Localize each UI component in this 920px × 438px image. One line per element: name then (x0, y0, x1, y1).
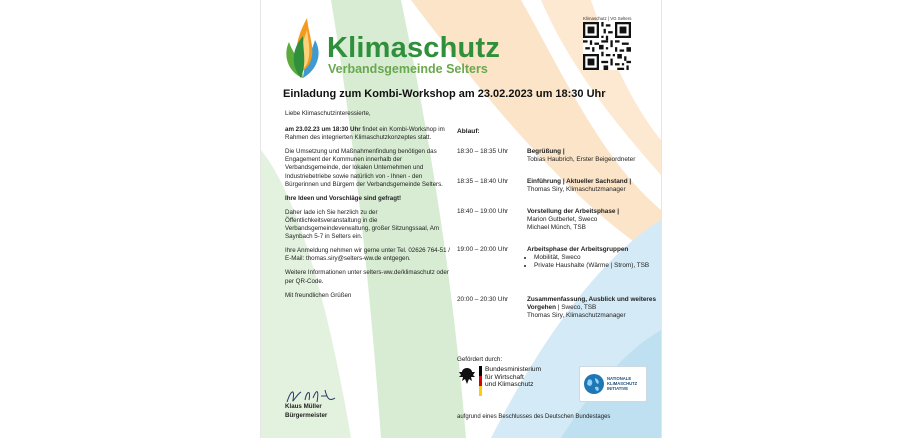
agenda-title-1: Begrüßung | (527, 148, 565, 155)
agenda-bullet: • Private Haushalte (Wärme | Strom), TSB (534, 262, 662, 270)
agenda-line: Michael Münch, TSB (527, 224, 586, 231)
date-bold: am 23.02.23 um 18:30 Uhr (285, 126, 361, 134)
agenda-title-2: Einführung | Aktueller Sachstand | (527, 178, 632, 185)
ministry-line: und Klimaschutz (485, 381, 534, 389)
globe-icon (583, 373, 605, 395)
agenda-item-2 (527, 178, 662, 194)
agenda-bullet: • Mobilität, Sweco (534, 254, 662, 262)
nki-line: INITIATIVE (607, 386, 629, 392)
qr-label: Klimaschutz | VG Selters (583, 16, 632, 21)
agenda-time-2: 18:35 – 18:40 Uhr (457, 178, 509, 185)
paragraph-engagement: Die Umsetzung und Maßnahmenfindung benötigen das Engagement der Kommunen innerhalb der Verbandsgemeinde, der lokalen Unternehmen und Industriebetriebe sowie natürlich von - Ihnen - den Bürgerinnen und Bürgern der Verbandsgemeinde Selters. (285, 148, 443, 188)
agenda-title-4: Arbeitsphase der Arbeitsgruppen (527, 246, 629, 253)
logo-subtitle: Verbandsgemeinde Selters (328, 62, 488, 76)
agenda-time-1: 18:30 – 18:35 Uhr (457, 148, 509, 155)
paragraph-date (285, 126, 455, 142)
paragraph-ideas: Ihre Ideen und Vorschläge sind gefragt! (285, 194, 402, 202)
invitation-poster (260, 0, 662, 438)
agenda-title-3: Vorstellung der Arbeitsphase | (527, 208, 619, 215)
paragraph-registration: Ihre Anmeldung nehmen wir gerne unter Tel. 02626 764-51 / E-Mail: thomas.siry@selters-ww.de entgegen. (285, 247, 450, 263)
greeting: Liebe Klimaschutzinteressierte, (285, 110, 371, 117)
paragraph-more-info: Weitere Informationen unter selters-ww.de/klimaschutz oder per QR-Code. (285, 269, 449, 285)
agenda-heading: Ablauf: (457, 128, 480, 135)
agenda-line: Tobias Haubrich, Erster Beigeordneter (527, 156, 636, 163)
ministry-line: für Wirtschaft (485, 373, 524, 381)
agenda-item-3 (527, 208, 662, 232)
agenda-line: Marion Gutberlet, Sweco (527, 216, 598, 223)
ministry-line: Bundesministerium (485, 366, 542, 373)
nki-text (607, 376, 637, 392)
federal-eagle-icon (457, 366, 477, 386)
closing: Mit freundlichen Grüßen (285, 291, 352, 299)
qr-code-icon[interactable] (583, 22, 631, 70)
ministry-name (485, 366, 541, 389)
agenda-time-3: 18:40 – 19:00 Uhr (457, 208, 509, 215)
agenda-line: Thomas Siry, Klimaschutzmanager (527, 312, 626, 319)
nki-line: KLIMASCHUTZ (607, 381, 638, 387)
agenda-title-5-wrap (527, 296, 662, 312)
agenda-item-1 (527, 148, 662, 164)
page-title: Einladung zum Kombi-Workshop am 23.02.2023 um 18:30 Uhr (283, 88, 606, 100)
nki-logo (579, 366, 647, 402)
signature-role: Bürgermeister (285, 412, 328, 419)
agenda-item-4 (527, 246, 662, 270)
letter-body (285, 110, 455, 306)
german-flag-bar (479, 366, 482, 396)
agenda-item-5 (527, 296, 662, 320)
agenda-time-5: 20:00 – 20:30 Uhr (457, 296, 509, 303)
agenda-title-5-suffix: | Sweco, TSB (556, 304, 597, 311)
nki-line: NATIONALE (607, 376, 632, 381)
funding-label: Gefördert durch: (457, 356, 503, 363)
klimaschutz-logo-icon (281, 14, 327, 80)
agenda-line: Thomas Siry, Klimaschutzmanager (527, 186, 626, 193)
funding-footnote: aufgrund eines Beschlusses des Deutschen Bundestages (457, 414, 611, 420)
agenda-title-5: Zusammenfassung, Ausblick und weiteres Vorgehen (527, 296, 657, 311)
agenda-time-4: 19:00 – 20:00 Uhr (457, 246, 509, 253)
paragraph-invitation: Daher lade ich Sie herzlich zu der Öffentlichkeitsveranstaltung in die Verbandsgemeindeverwaltung, großer Sitzungssaal, Am Saynbach 5-7 in Selters ein. (285, 208, 440, 241)
date-rest: findet ein Kombi-Workshop im Rahmen des integrierten Klimaschutzkonzeptes statt. (285, 126, 445, 142)
signature-name: Klaus Müller (285, 403, 322, 410)
logo-title: Klimaschutz (327, 32, 501, 64)
